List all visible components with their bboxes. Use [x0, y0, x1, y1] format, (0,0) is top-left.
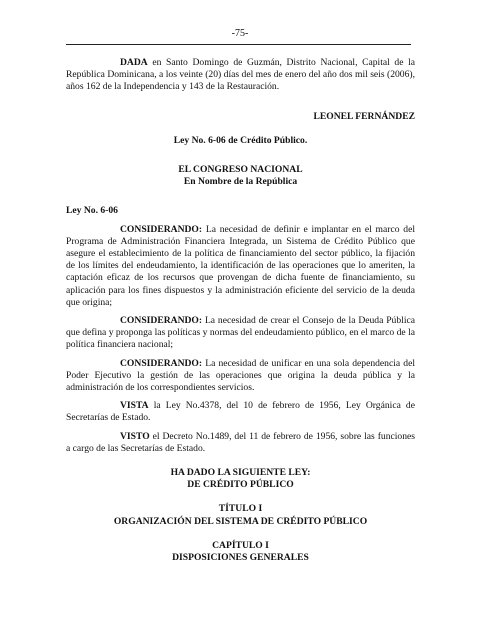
visto-lead: VISTO [120, 430, 150, 442]
considerando-lead: CONSIDERANDO: [120, 223, 203, 235]
considerando-paragraph [66, 358, 415, 395]
enactment-subheading: DE CRÉDITO PÚBLICO [187, 479, 294, 491]
considerando-text: La necesidad de crear el Consejo de la Deuda Pública que defina y proponga las políticas y normas del endeudamiento público, en el marco de la política financiera nacional; [66, 315, 415, 351]
dada-text: en Santo Domingo de Guzmán, Distrito Nacional, Capital de la República Dominicana, a los veinte (20) días del mes de enero del año dos mil seis (2006), años 162 de la Independencia y 143 de la Restauración. [66, 57, 415, 93]
vista-text: la Ley No.4378, del 10 de febrero de 1956, Ley Orgánica de Secretarías de Estado. [66, 400, 415, 424]
considerando-lead: CONSIDERANDO: [120, 357, 203, 369]
considerando-lead: CONSIDERANDO: [120, 315, 203, 327]
page-content [66, 57, 415, 564]
congress-subheading: En Nombre de la República [183, 176, 298, 188]
visto-text: el Decreto No.1489, del 11 de febrero de 1956, sobre las funciones a cargo de las Secretarías de Estado. [66, 430, 415, 454]
congress-heading: EL CONGRESO NACIONAL [178, 164, 303, 176]
considerando-paragraph [66, 224, 415, 309]
law-number: Ley No. 6-06 [66, 205, 118, 217]
considerando-paragraph [66, 315, 415, 352]
chapter-name: DISPOSICIONES GENERALES [172, 552, 309, 564]
chapter-heading: CAPÍTULO I [212, 539, 269, 551]
vista-paragraph [66, 400, 415, 424]
visto-paragraph [66, 431, 415, 455]
dada-lead: DADA [120, 57, 148, 68]
vista-lead: VISTA [120, 400, 149, 412]
signature: LEONEL FERNÁNDEZ [313, 110, 415, 122]
title-heading: TÍTULO I [218, 503, 263, 515]
page-number: -75- [231, 28, 249, 39]
header-rule [66, 44, 411, 45]
dada-paragraph [66, 57, 415, 94]
title-name: ORGANIZACIÓN DEL SISTEMA DE CRÉDITO PÚBLICO [113, 515, 368, 527]
considerando-text: La necesidad de unificar en una sola dependencia del Poder Ejecutivo la gestión de las operaciones que origina la deuda pública y la administración de los correspondientes servicios. [66, 357, 415, 394]
considerando-text: La necesidad de definir e implantar en el marco del Programa de Administración Financiera Integrada, un Sistema de Crédito Público que asegure el establecimiento de la política de financiamiento del sector público, la fijación de los límites del endeudamiento, la identificación de las operaciones que lo ameriten, la captación eficaz de los recursos que provengan de dicha fuente de financiamiento, su aplicación para los fines dispuestos y la administración eficiente del servicio de la deuda que origina; [66, 223, 415, 308]
enactment-heading: HA DADO LA SIGUIENTE LEY: [170, 467, 311, 479]
law-title: Ley No. 6-06 de Crédito Público. [173, 134, 308, 146]
